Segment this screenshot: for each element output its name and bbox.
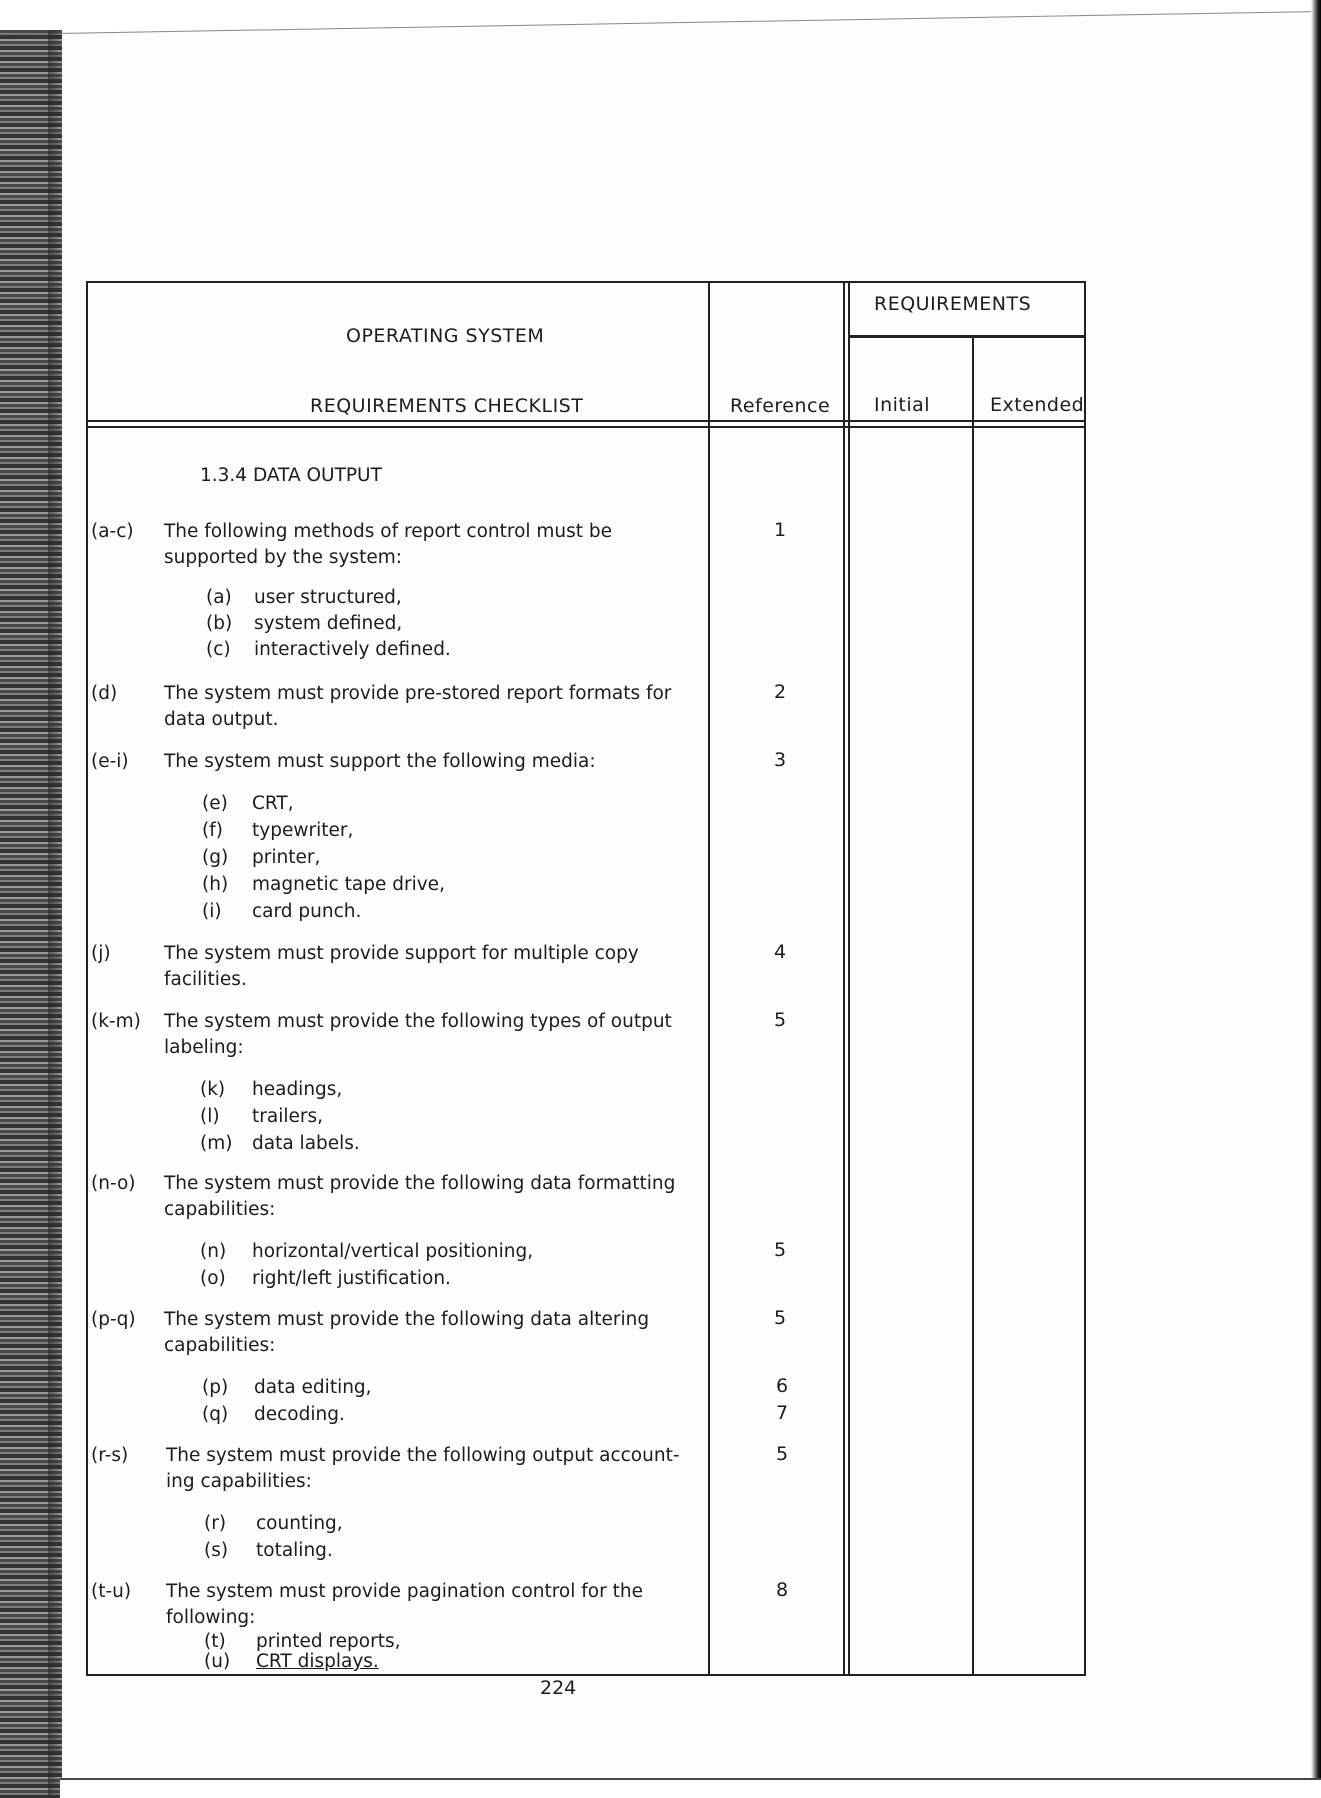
reference-number: 5 [773,1239,787,1261]
reference-number: 6 [775,1375,789,1397]
sub-item-text: system defined, [254,613,403,634]
item-text-line: capabilities: [164,1199,276,1220]
sub-item-code: (p) [202,1377,229,1398]
sub-item-text: headings, [252,1079,343,1100]
item-text-line: supported by the system: [164,547,402,568]
reference-number: 5 [775,1443,789,1465]
reference-column-rule [708,283,710,1674]
sub-item-text: CRT displays. [256,1651,379,1672]
sub-item-code: (e) [202,793,228,814]
reference-number: 4 [773,941,787,963]
header-rule-double [88,426,1084,428]
sub-item-text: decoding. [254,1404,345,1425]
item-text-line: following: [166,1607,256,1628]
sub-item-code: (r) [204,1513,227,1534]
item-text-line: The following methods of report control must be [164,521,613,542]
item-code: (p-q) [91,1309,136,1330]
scan-edge-bottom [60,1778,1321,1798]
item-code: (k-m) [91,1011,141,1032]
item-code: (a-c) [91,521,134,542]
item-text-line: The system must provide the following data formatting [164,1173,676,1194]
sub-item-code: (l) [200,1106,220,1127]
sub-item-text: typewriter, [252,820,354,841]
item-text-line: capabilities: [164,1335,276,1356]
sub-item-text: horizontal/vertical positioning, [252,1241,534,1262]
requirements-header: REQUIREMENTS [874,293,1032,315]
item-code: (r-s) [91,1445,129,1466]
sub-item-text: user structured, [254,587,402,608]
extended-column-rule [972,337,974,1674]
reference-number: 2 [773,681,787,703]
page-number: 224 [540,1677,577,1699]
table-title-line1: OPERATING SYSTEM [346,325,545,347]
reference-number: 1 [773,519,787,541]
item-code: (j) [91,943,111,964]
item-text-line: facilities. [164,969,247,990]
reference-number: 5 [773,1009,787,1031]
section-heading: 1.3.4 DATA OUTPUT [200,465,382,486]
sub-item-code: (q) [202,1404,229,1425]
sub-item-text: printed reports, [256,1631,401,1652]
item-text-line: The system must provide pre-stored report formats for [164,683,672,704]
sub-item-text: data editing, [254,1377,372,1398]
sub-item-code: (o) [200,1268,226,1289]
item-code: (t-u) [91,1581,132,1602]
sub-item-text: interactively defined. [254,639,451,660]
sub-item-code: (h) [202,874,229,895]
sub-item-code: (b) [206,613,233,634]
requirements-column-rule-double [848,283,850,1674]
reference-number: 8 [775,1579,789,1601]
reference-number: 5 [773,1307,787,1329]
sub-item-text: right/left justification. [252,1268,451,1289]
checklist-table [86,281,1086,1676]
item-code: (e-i) [91,751,129,772]
sub-item-text: totaling. [256,1540,333,1561]
item-text-line: labeling: [164,1037,244,1058]
sub-item-code: (m) [200,1133,233,1154]
sub-item-code: (f) [202,820,223,841]
requirements-underline [850,335,1084,338]
item-text-line: ing capabilities: [166,1471,312,1492]
scan-edge-top [0,0,1321,35]
sub-item-text: magnetic tape drive, [252,874,445,895]
table-title-line2: REQUIREMENTS CHECKLIST [310,395,584,417]
item-code: (d) [91,683,118,704]
sub-item-code: (t) [204,1631,226,1652]
initial-header: Initial [874,394,931,416]
sub-item-text: counting, [256,1513,343,1534]
item-text-line: The system must provide the following data altering [164,1309,650,1330]
sub-item-code: (n) [200,1241,227,1262]
sub-item-code: (a) [206,587,232,608]
item-text-line: The system must provide the following types of output [164,1011,672,1032]
item-text-line: The system must support the following media: [164,751,596,772]
reference-number: 7 [775,1402,789,1424]
sub-item-code: (c) [206,639,231,660]
sub-item-text: trailers, [252,1106,323,1127]
sub-item-code: (g) [202,847,229,868]
scan-edge-right [1311,0,1321,1798]
reference-number: 3 [773,749,787,771]
scan-edge-left [0,30,62,1798]
sub-item-code: (s) [204,1540,229,1561]
item-text-line: data output. [164,709,279,730]
sub-item-text: CRT, [252,793,294,814]
extended-header: Extended [990,394,1085,416]
item-code: (n-o) [91,1173,136,1194]
reference-header: Reference [730,395,831,417]
header-rule [88,420,1084,422]
sub-item-code: (i) [202,901,222,922]
sub-item-code: (u) [204,1651,231,1672]
sub-item-text: data labels. [252,1133,360,1154]
item-text-line: The system must provide the following output account- [166,1445,680,1466]
requirements-column-rule [843,283,845,1674]
sub-item-text: card punch. [252,901,362,922]
item-text-line: The system must provide support for multiple copy [164,943,639,964]
item-text-line: The system must provide pagination control for the [166,1581,643,1602]
sub-item-text: printer, [252,847,321,868]
sub-item-code: (k) [200,1079,226,1100]
